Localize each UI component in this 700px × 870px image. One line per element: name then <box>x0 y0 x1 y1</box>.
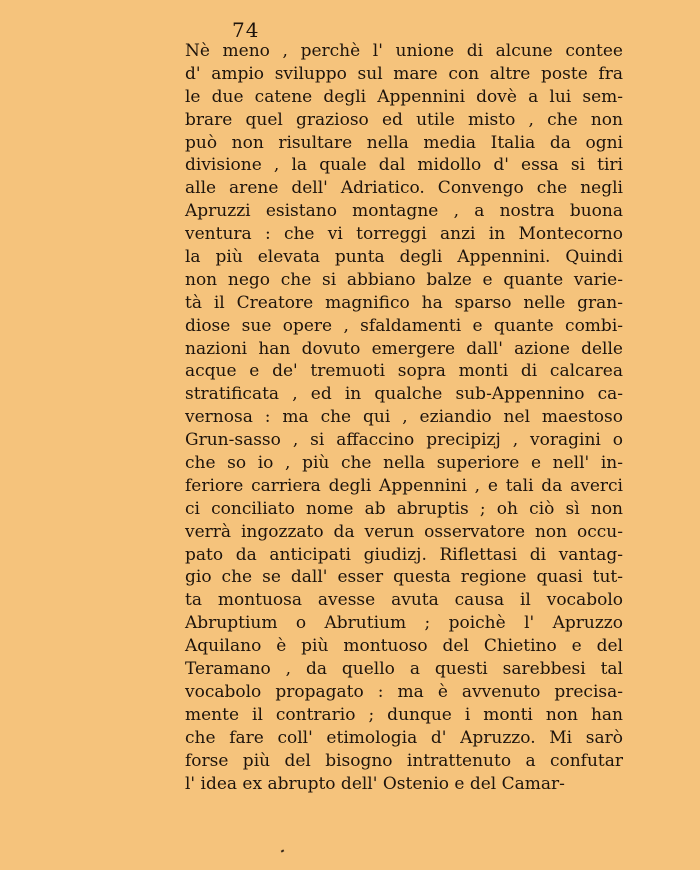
text-line-20: feriore carriera degli Appennini , e tali da averci <box>185 475 623 496</box>
text-line-27: Aquilano è più montuoso del Chietino e del <box>185 636 623 657</box>
text-line-28: Teramano , da quello a questi sarebbesi tal <box>185 659 623 680</box>
body-text <box>185 40 623 795</box>
text-line-32: forse più del bisogno intrattenuto a confutar <box>185 750 623 771</box>
text-line-30: mente il contrario ; dunque i monti non han <box>185 704 623 725</box>
text-line-18: Grun-sasso , si affaccino precipizj , voragini o <box>185 430 623 451</box>
text-line-21: ci conciliato nome ab abruptis ; oh ciò sì non <box>185 498 623 519</box>
paper-speck <box>281 849 285 852</box>
text-line-29: vocabolo propagato : ma è avvenuto precisa- <box>185 681 623 702</box>
text-line-16: stratificata , ed in qualche sub-Appennino ca- <box>185 384 623 405</box>
text-line-1: Nè meno , perchè l' unione di alcune contee <box>185 41 623 61</box>
text-line-5: può non risultare nella media Italia da ogni <box>185 132 623 153</box>
text-line-7: alle arene dell' Adriatico. Convengo che negli <box>185 178 623 199</box>
text-line-22: verrà ingozzato da verun osservatore non occu- <box>185 521 623 542</box>
text-line-33: l' idea ex abrupto dell' Ostenio e del Camar- <box>185 773 565 794</box>
text-line-8: Apruzzi esistano montagne , a nostra buona <box>185 201 623 222</box>
text-line-26: Abruptium o Abrutium ; poichè l' Apruzzo <box>185 613 623 634</box>
text-line-11: non nego che si abbiano balze e quante varie- <box>185 269 623 290</box>
text-line-25: ta montuosa avesse avuta causa il vocabolo <box>185 590 623 611</box>
text-line-17: vernosa : ma che qui , eziandio nel maestoso <box>185 407 623 428</box>
text-line-12: tà il Creatore magnifico ha sparso nelle gran- <box>185 292 623 313</box>
text-line-19: che so io , più che nella superiore e nell' in- <box>185 453 623 474</box>
text-line-3: le due catene degli Appennini dovè a lui sem- <box>185 86 623 107</box>
text-line-9: ventura : che vi torreggi anzi in Montecorno <box>185 224 623 245</box>
text-line-10: la più elevata punta degli Appennini. Quindi <box>185 247 623 268</box>
text-line-6: divisione , la quale dal midollo d' essa si tiri <box>185 155 623 176</box>
text-line-23: pato da anticipati giudizj. Riflettasi di vantag- <box>185 544 623 565</box>
text-line-14: nazioni han dovuto emergere dall' azione delle <box>185 338 623 359</box>
text-line-4: brare quel grazioso ed utile misto , che non <box>185 109 623 130</box>
text-line-24: gio che se dall' esser questa regione quasi tut- <box>185 567 623 588</box>
text-line-15: acque e de' tremuoti sopra monti di calcarea <box>185 361 623 382</box>
text-line-13: diose sue opere , sfaldamenti e quante combi- <box>185 315 623 336</box>
page-number: 74 <box>232 18 260 42</box>
text-line-31: che fare coll' etimologia d' Apruzzo. Mi sarò <box>185 727 623 748</box>
text-line-2: d' ampio sviluppo sul mare con altre poste fra <box>185 63 623 84</box>
